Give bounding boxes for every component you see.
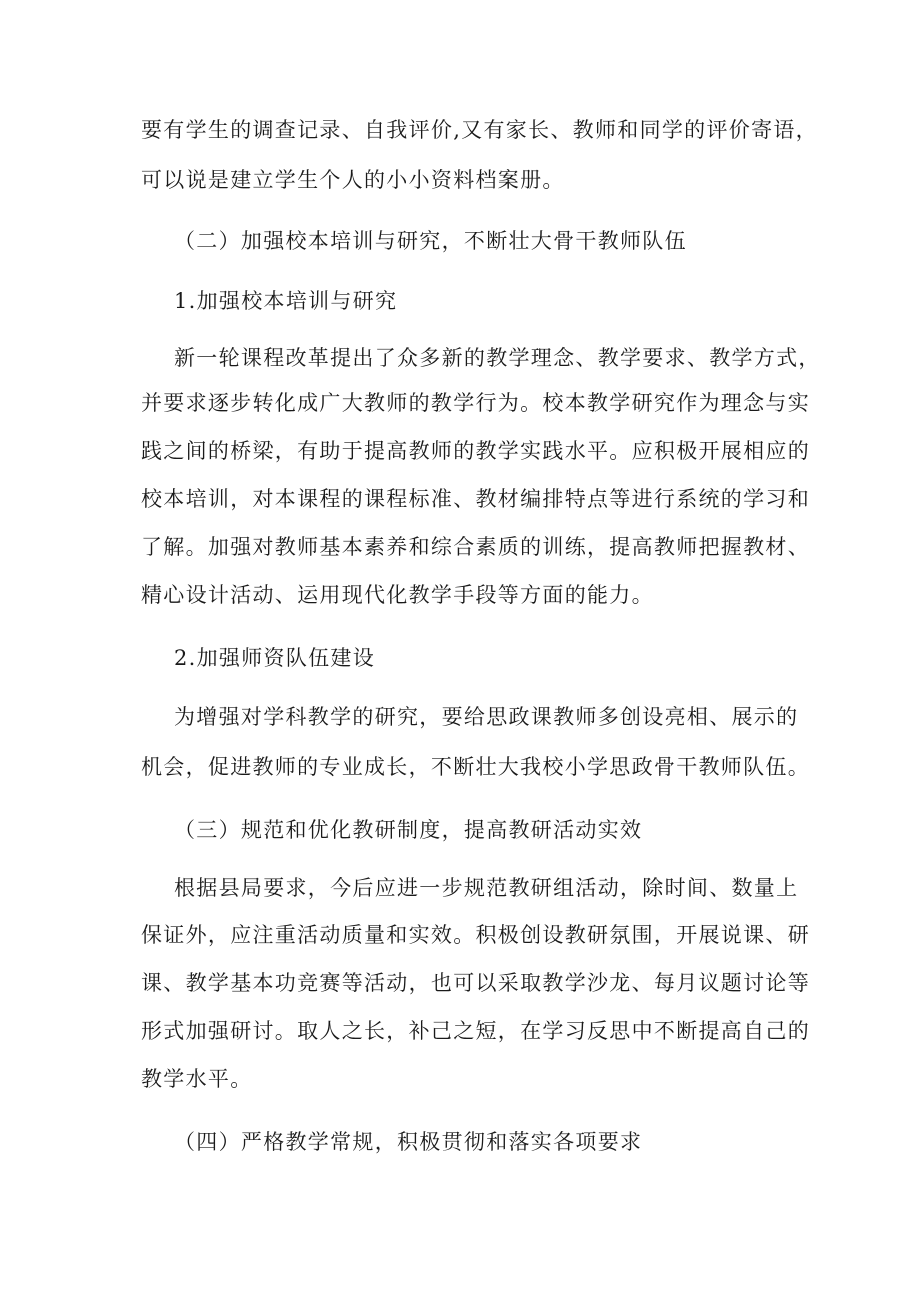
section-heading-2: （二）加强校本培训与研究，不断壮大骨干教师队伍 (174, 229, 687, 253)
paragraph-1-line-1: 要有学生的调查记录、自我评价,又有家长、教师和同学的评价寄语， (141, 118, 818, 142)
subheading-2-2: 2.加强师资队伍建设 (174, 646, 376, 670)
paragraph-2-line-3: 践之间的桥梁，有助于提高教师的教学实践水平。应积极开展相应的 (141, 439, 810, 463)
paragraph-4-line-4: 形式加强研讨。取人之长，补己之短，在学习反思中不断提高自己的 (141, 1019, 810, 1043)
paragraph-4-line-3: 课、教学基本功竞赛等活动，也可以采取教学沙龙、每月议题讨论等 (141, 971, 810, 995)
paragraph-3-line-1: 为增强对学科教学的研究，要给思政课教师多创设亮相、展示的 (174, 705, 799, 729)
paragraph-3-line-2: 机会，促进教师的专业成长，不断壮大我校小学思政骨干教师队伍。 (141, 755, 810, 779)
paragraph-2-line-1: 新一轮课程改革提出了众多新的教学理念、教学要求、教学方式， (174, 346, 821, 370)
section-heading-3: （三）规范和优化教研制度，提高教研活动实效 (174, 818, 643, 842)
paragraph-4-line-2: 保证外，应注重活动质量和实效。积极创设教研氛围，开展说课、研 (141, 923, 810, 947)
paragraph-2-line-4: 校本培训，对本课程的课程标准、教材编排特点等进行系统的学习和 (141, 487, 810, 511)
paragraph-1-line-2: 可以说是建立学生个人的小小资料档案册。 (141, 168, 565, 192)
paragraph-2-line-2: 并要求逐步转化成广大教师的教学行为。校本教学研究作为理念与实 (141, 391, 810, 415)
section-heading-4: （四）严格教学常规，积极贯彻和落实各项要求 (174, 1130, 643, 1154)
paragraph-4-line-1: 根据县局要求，今后应进一步规范教研组活动，除时间、数量上 (174, 876, 799, 900)
paragraph-2-line-5: 了解。加强对教师基本素养和综合素质的训练，提高教师把握教材、 (141, 535, 810, 559)
paragraph-4-line-5: 教学水平。 (141, 1067, 253, 1091)
paragraph-2-line-6: 精心设计活动、运用现代化教学手段等方面的能力。 (141, 583, 654, 607)
subheading-2-1: 1.加强校本培训与研究 (174, 289, 398, 313)
